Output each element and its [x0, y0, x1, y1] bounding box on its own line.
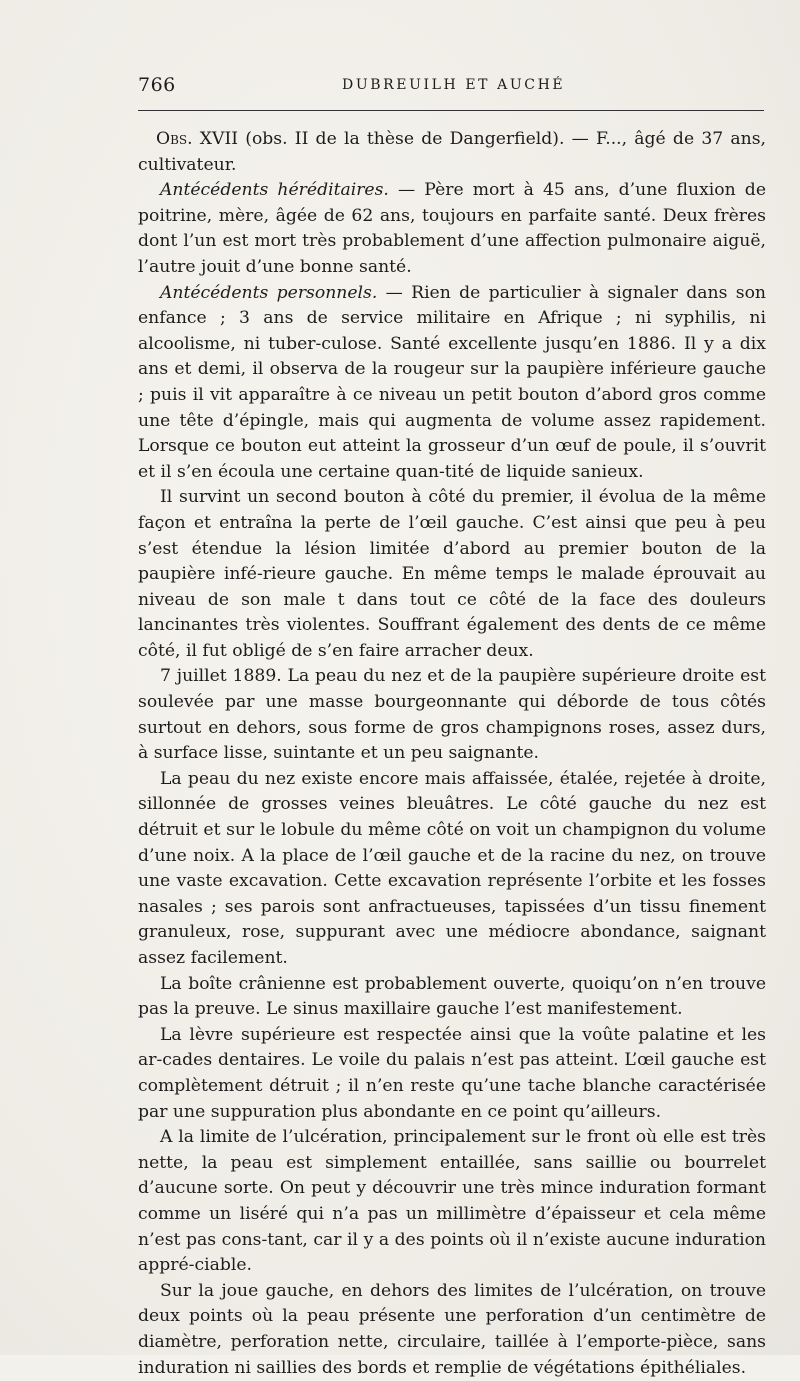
paragraph-obs — [138, 127, 766, 178]
paragraph-cheek: Sur la joue gauche, en dehors des limites de l’ulcération, on trouve deux points où la peau présente une perforation d’un centimètre de diamètre, perforation nette, circulaire, taillée à l’emporte-pièce, sans induration ni saillies des bords et remplie de végétations épithéliales. — [138, 1280, 766, 1378]
hereditary-label: Antécédents héréditaires. — [160, 180, 389, 201]
paragraph-lip: La lèvre supérieure est respectée ainsi que la voûte palatine et les ar-cades dentaires. Le voile du palais n’est pas atteint. L’œil gauche est complètement détruit ; il n’en reste qu’une tache blanche caractérisée par une suppuration plus abondante en ce point qu’ailleurs. — [138, 1024, 766, 1122]
page-number: 766 — [138, 74, 176, 96]
body-text — [138, 127, 766, 1381]
paragraph-cranium: La boîte crânienne est probablement ouverte, quoiqu’on n’en trouve pas la preuve. Le sinus maxillaire gauche l’est manifestement. — [138, 973, 766, 1020]
obs-text: XVII (obs. II de la thèse de Dangerfield). — F..., âgé de 37 ans, cultivateur. — [138, 129, 766, 175]
paragraph-nose: La peau du nez existe encore mais affaissée, étalée, rejetée à droite, sillonnée de grosses veines bleuâtres. Le côté gauche du nez est détruit et sur le lobule du même côté on voit un champignon du volume d’une noix. A la place de l’œil gauche et de la racine du nez, on trouve une vaste excavation. Cette excavation représente l’orbite et les fosses nasales ; ses parois sont anfractueuses, tapissées d’un tissu finement granuleux, rose, suppurant avec une médiocre abondance, saignant assez facilement. — [138, 768, 766, 968]
page-header — [138, 74, 764, 100]
paragraph-hereditary — [138, 178, 766, 280]
paragraph-second-bouton: Il survint un second bouton à côté du premier, il évolua de la même façon et entraîna la perte de l’œil gauche. C’est ainsi que peu à peu s’est étendue la lésion limitée d’abord au premier bouton de la paupière infé-rieure gauche. En même temps le malade éprouvait au niveau de son male t dans tout ce côté de la face des douleurs lancinantes très violentes. Souffrant également des dents de ce même côté, il fut obligé de s’en faire arracher deux. — [138, 487, 766, 661]
paragraph-ulcer-limit: A la limite de l’ulcération, principalement sur le front où elle est très nette, la peau est simplement entaillée, sans saillie ou bourrelet d’aucune sorte. On peut y découvrir une très mince induration formant comme un liséré qui n’a pas un millimètre d’épaisseur et cela même n’est pas cons-tant, car il y a des points où il n’existe aucune induration appré-ciable. — [138, 1127, 766, 1276]
personal-text: — Rien de particulier à signaler dans son enfance ; 3 ans de service militaire en Afrique ; ni syphilis, ni alcoolisme, ni tuber-culose. Santé excellente jusqu’en 1886. Il y a dix ans et demi, il observa de la rougeur sur la paupière inférieure gauche ; puis il vit apparaître à ce niveau un petit bouton d’abord gros comme une tête d’épingle, mais qui augmenta de volume assez rapidement. Lorsque ce bouton eut atteint la grosseur d’un œuf de poule, il s’ouvrit et il s’en écoula une certaine quan-tité de liquide sanieux. — [138, 282, 766, 482]
running-head: DUBREUILH ET AUCHÉ — [342, 77, 566, 93]
hereditary-text: — Père mort à 45 ans, d’une fluxion de poitrine, mère, âgée de 62 ans, toujours en parfaite santé. Deux frères dont l’un est mort très probablement d’une affection pulmonaire aiguë, l’autre jouit d’une bonne santé. — [138, 180, 766, 277]
header-rule — [138, 110, 764, 111]
obs-label: Obs. — [156, 129, 193, 149]
personal-label: Antécédents personnels. — [160, 282, 378, 303]
paragraph-personal — [138, 281, 766, 486]
paragraph-july-1889: 7 juillet 1889. La peau du nez et de la paupière supérieure droite est soulevée par une masse bourgeonnante qui déborde de tous côtés surtout en dehors, sous forme de gros champignons roses, assez durs, à surface lisse, suintante et un peu saignante. — [138, 666, 766, 764]
